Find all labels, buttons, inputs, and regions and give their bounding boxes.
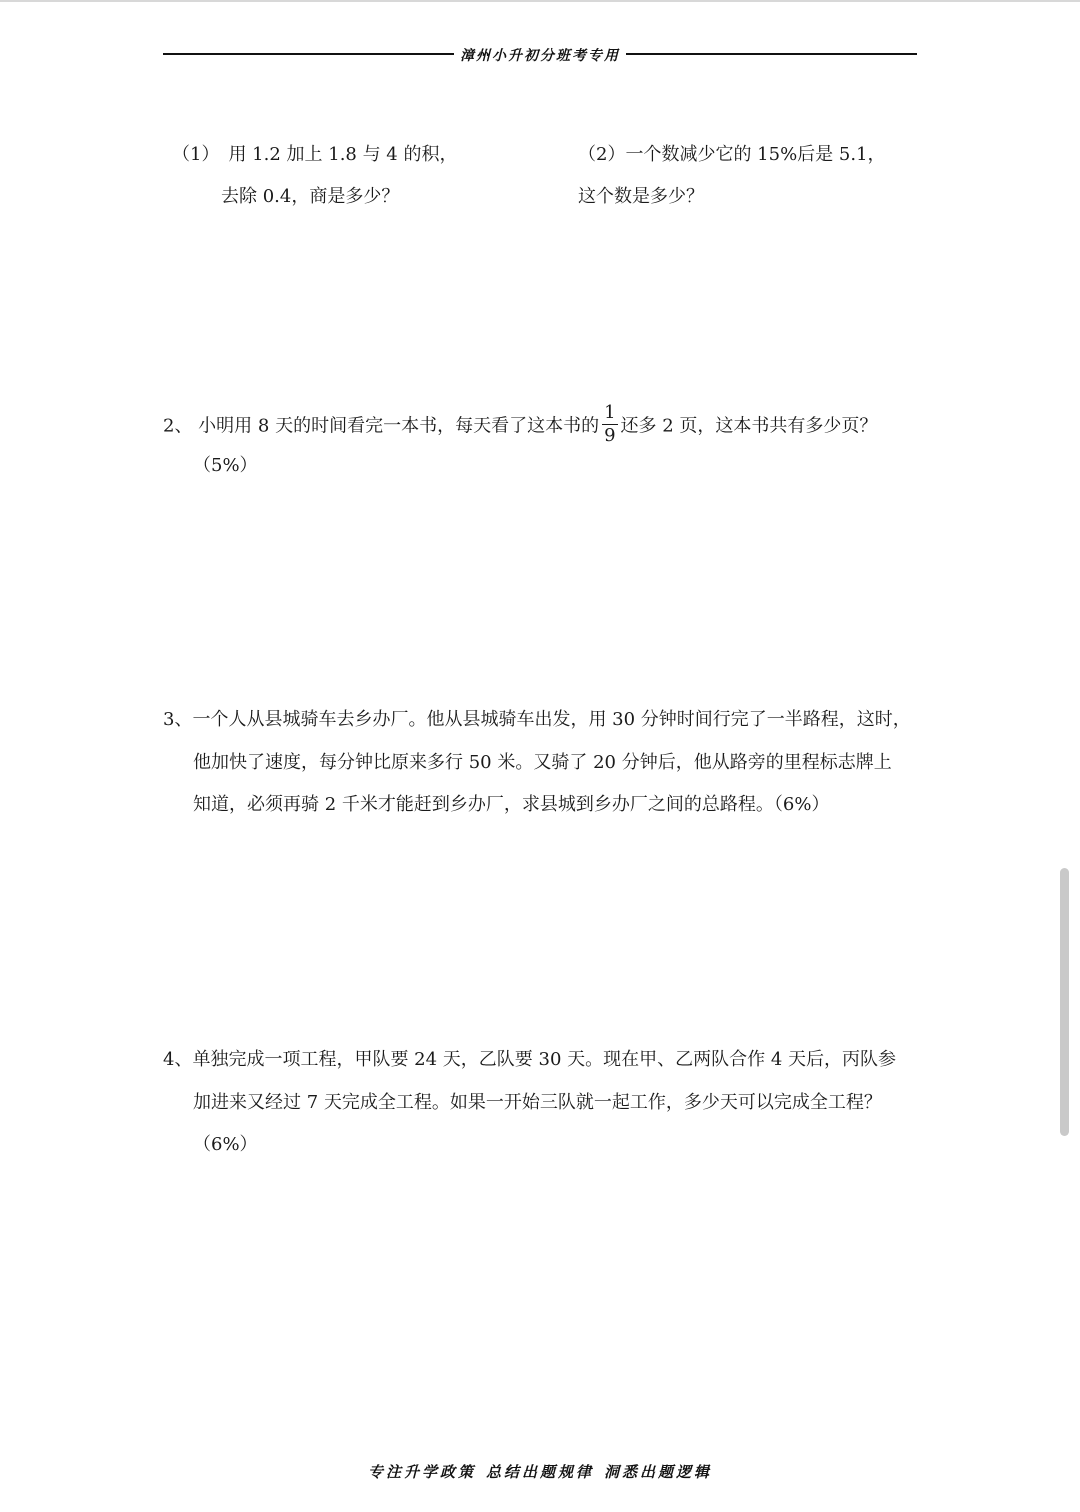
fraction-numerator: 1 [604,402,616,423]
problem-4-line-1: 4、单独完成一项工程，甲队要 24 天，乙队要 30 天。现在甲、乙两队合作 4 天后，丙队参 [163,1049,897,1070]
problem-3-line-2: 他加快了速度，每分钟比原来多行 50 米。又骑了 20 分钟后，他从路旁的里程标志牌上 [193,752,892,773]
header-title: 漳州小升初分班考专用 [454,48,626,64]
problem-2-text-before: 2、 小明用 8 天的时间看完一本书，每天看了这本书的 [163,415,600,437]
footer-part-2: 总结出题规律 [485,1463,594,1481]
problem-1b-line-2: 这个数是多少？ [578,186,704,207]
footer-part-3: 洞悉出题逻辑 [604,1463,713,1481]
problem-2-text-after: 还多 2 页，这本书共有多少页？ [620,415,878,437]
footer-slogan [0,1461,1080,1482]
problem-1a-line-1: （1） 用 1.2 加上 1.8 与 4 的积， [172,144,458,165]
fraction-denominator: 9 [604,425,616,446]
problem-2-score: （5%） [193,455,258,476]
problem-1a-line-2: 去除 0.4，商是多少？ [221,186,400,207]
page-top-border [0,0,1080,2]
problem-4-score: （6%） [193,1134,258,1155]
fraction-one-ninth [602,402,617,447]
problem-2-line-1 [163,404,877,449]
problem-4-line-2: 加进来又经过 7 天完成全工程。如果一开始三队就一起工作，多少天可以完成全工程？ [193,1092,882,1113]
footer-part-1: 专注升学政策 [367,1463,476,1481]
problem-1b-line-1: （2）一个数减少它的 15%后是 5.1， [578,144,886,165]
header [0,45,1080,65]
problem-3-line-1: 3、一个人从县城骑车去乡办厂。他从县城骑车出发，用 30 分钟时间行完了一半路程，这时， [163,709,911,730]
scrollbar-thumb[interactable] [1060,868,1069,1136]
problem-3-line-3: 知道，必须再骑 2 千米才能赶到乡办厂，求县城到乡办厂之间的总路程。（6%） [193,794,830,815]
